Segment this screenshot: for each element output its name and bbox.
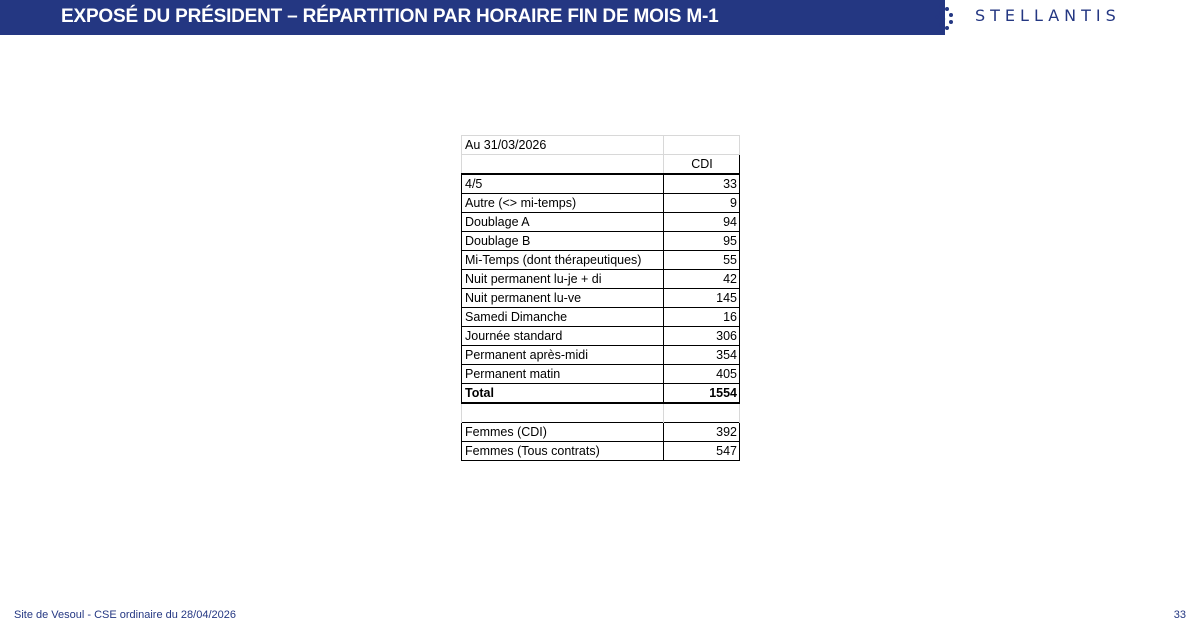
table-row [462, 251, 740, 270]
table-row [462, 289, 740, 308]
table-date-row [462, 136, 740, 155]
row-value: 306 [664, 327, 740, 346]
footer-site-label: Site de Vesoul - CSE ordinaire du 28/04/2026 [14, 609, 236, 621]
row-label: Femmes (Tous contrats) [462, 442, 664, 461]
row-label: Journée standard [462, 327, 664, 346]
table-row [462, 232, 740, 251]
row-value: 42 [664, 270, 740, 289]
row-label: Autre (<> mi-temps) [462, 194, 664, 213]
table-row [462, 365, 740, 384]
table-header-row [462, 155, 740, 175]
row-label: Nuit permanent lu-ve [462, 289, 664, 308]
row-value: 392 [664, 423, 740, 442]
total-label: Total [462, 384, 664, 404]
table-row [462, 174, 740, 194]
stellantis-logo: STELLANTIS [975, 6, 1121, 25]
empty-cell [462, 155, 664, 175]
row-label: Samedi Dimanche [462, 308, 664, 327]
row-label: Mi-Temps (dont thérapeutiques) [462, 251, 664, 270]
stellantis-dots-icon [935, 3, 961, 33]
row-value: 33 [664, 174, 740, 194]
women-row [462, 423, 740, 442]
row-label: Doublage B [462, 232, 664, 251]
table-row [462, 308, 740, 327]
row-label: Femmes (CDI) [462, 423, 664, 442]
total-row [462, 384, 740, 404]
row-label: 4/5 [462, 174, 664, 194]
slide-title: EXPOSÉ DU PRÉSIDENT – RÉPARTITION PAR HORAIRE FIN DE MOIS M-1 [61, 6, 719, 27]
row-value: 94 [664, 213, 740, 232]
row-label: Permanent matin [462, 365, 664, 384]
table-row [462, 327, 740, 346]
table-row [462, 213, 740, 232]
spacer-row [462, 403, 740, 423]
row-label: Nuit permanent lu-je + di [462, 270, 664, 289]
row-value: 95 [664, 232, 740, 251]
table-row [462, 346, 740, 365]
date-label: Au 31/03/2026 [462, 136, 664, 155]
row-value: 547 [664, 442, 740, 461]
row-label: Doublage A [462, 213, 664, 232]
title-bar [0, 0, 945, 35]
empty-cell [664, 136, 740, 155]
page-number: 33 [1173, 609, 1186, 621]
table-row [462, 270, 740, 289]
schedule-table [461, 135, 740, 461]
column-header-cdi: CDI [664, 155, 740, 175]
row-value: 55 [664, 251, 740, 270]
empty-cell [462, 403, 664, 423]
row-value: 354 [664, 346, 740, 365]
row-label: Permanent après-midi [462, 346, 664, 365]
row-value: 405 [664, 365, 740, 384]
row-value: 145 [664, 289, 740, 308]
total-value: 1554 [664, 384, 740, 404]
row-value: 16 [664, 308, 740, 327]
table-row [462, 194, 740, 213]
women-row [462, 442, 740, 461]
row-value: 9 [664, 194, 740, 213]
empty-cell [664, 403, 740, 423]
